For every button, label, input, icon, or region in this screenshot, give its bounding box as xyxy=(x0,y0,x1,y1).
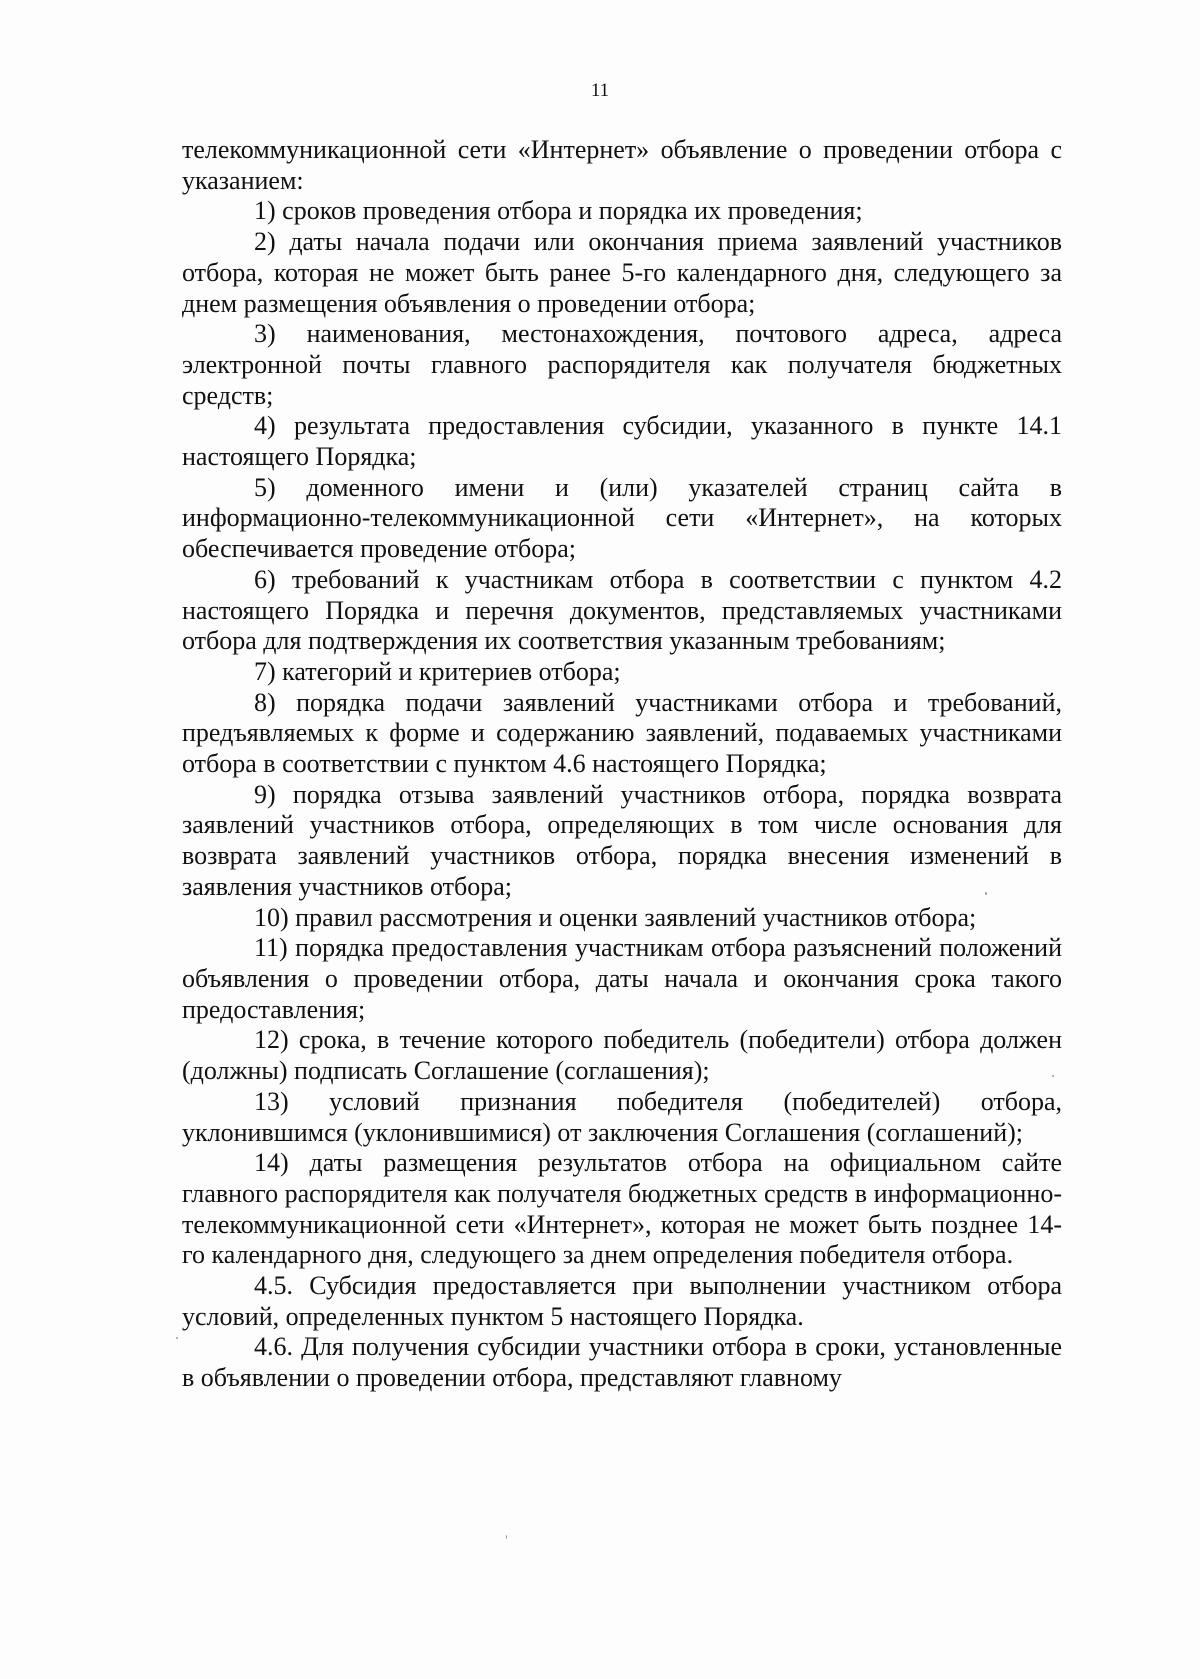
list-item-9: 9) порядка отзыва заявлений участников отбора, порядка возврата заявлений участников отбора, определяющих в том числе основания для возврата заявлений участников отбора, порядка внесения изменений в заявления участников отбора; xyxy=(182,779,1062,901)
paragraph-continuation: телекоммуникационной сети «Интернет» объявление о проведении отбора с указанием: xyxy=(182,135,1062,195)
scan-speck xyxy=(985,892,987,895)
list-item-2: 2) даты начала подачи или окончания приема заявлений участников отбора, которая не может быть ранее 5-го календарного дня, следующего за днем размещения объявления о проведении отбора; xyxy=(182,227,1062,318)
scan-speck xyxy=(1052,1075,1054,1077)
list-item-6: 6) требований к участникам отбора в соответствии с пунктом 4.2 настоящего Порядка и перечня документов, представляемых участниками отбора для подтверждения их соответствия указанным требованиям; xyxy=(182,564,1062,656)
list-item-14: 14) даты размещения результатов отбора на официальном сайте главного распорядителя как получателя бюджетных средств в информационно-телекоммуникационной сети «Интернет», которая не может быть позднее 14-го календарного дня, следующего за днем определения победителя отбора. xyxy=(182,1148,1062,1270)
list-item-1: 1) сроков проведения отбора и порядка их проведения; xyxy=(254,196,863,226)
clause-4-5: 4.5. Субсидия предоставляется при выполнении участником отбора условий, определенных пунктом 5 настоящего Порядка. xyxy=(182,1271,1062,1331)
scan-speck xyxy=(176,1337,178,1339)
clause-4-6: 4.6. Для получения субсидии участники отбора в сроки, установленные в объявлении о проведении отбора, представляют главному xyxy=(182,1332,1062,1393)
list-item-8: 8) порядка подачи заявлений участниками отбора и требований, предъявляемых к форме и содержанию заявлений, подаваемых участниками отбора в соответствии с пунктом 4.6 настоящего Порядка; xyxy=(182,687,1062,779)
scan-speck xyxy=(506,1535,507,1539)
list-item-12: 12) срока, в течение которого победитель (победители) отбора должен (должны) подписать Соглашение (соглашения); xyxy=(182,1025,1062,1086)
list-item-10: 10) правил рассмотрения и оценки заявлений участников отбора; xyxy=(254,902,977,932)
list-item-4: 4) результата предоставления субсидии, указанного в пункте 14.1 настоящего Порядка; xyxy=(182,411,1062,472)
page-number: 11 xyxy=(590,80,610,101)
document-body xyxy=(182,135,1062,1394)
list-item-5: 5) доменного имени и (или) указателей страниц сайта в информационно-телекоммуникационной сети «Интернет», на которых обеспечивается проведение отбора; xyxy=(182,472,1062,564)
list-item-13: 13) условий признания победителя (победителей) отбора, уклонившимся (уклонившимися) от заключения Соглашения (соглашений); xyxy=(182,1086,1062,1147)
list-item-11: 11) порядка предоставления участникам отбора разъяснений положений объявления о проведении отбора, даты начала и окончания срока такого предоставления; xyxy=(182,933,1062,1024)
list-item-3: 3) наименования, местонахождения, почтового адреса, адреса электронной почты главного распорядителя как получателя бюджетных средств; xyxy=(182,319,1062,410)
list-item-7: 7) категорий и критериев отбора; xyxy=(254,656,621,686)
